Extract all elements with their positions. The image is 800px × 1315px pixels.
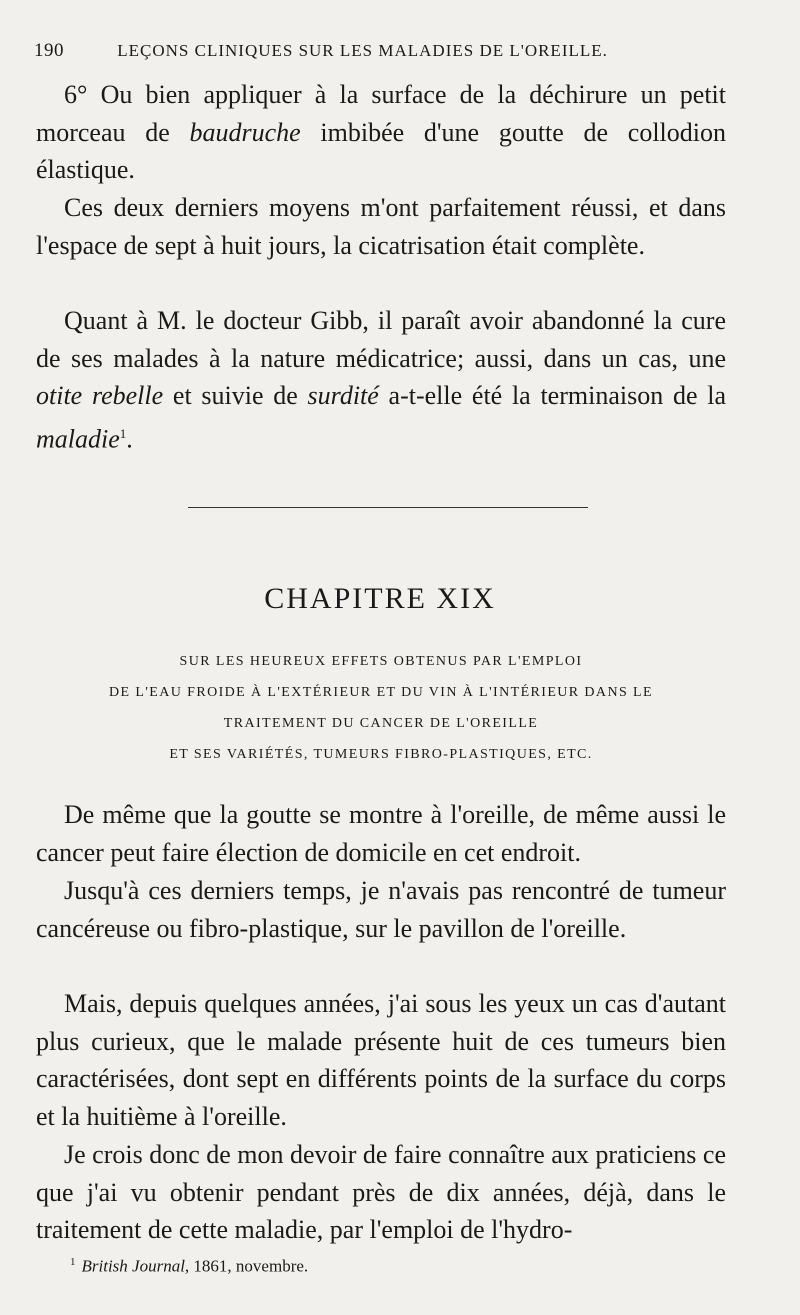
chapter-subtitle-line: TRAITEMENT DU CANCER DE L'OREILLE xyxy=(223,716,539,731)
footnote-text: , 1861, novembre. xyxy=(184,1256,309,1276)
paragraph-devoir: Je crois donc de mon devoir de faire connaître aux praticiens ce que j'ai vu obtenir pendant près de dix années, déjà, dans le traitement de cette maladie, par l'emploi de l'hydro- xyxy=(36,1140,726,1244)
italic-term: baudruche xyxy=(189,117,301,147)
paragraph-gibb: Quant à M. le docteur Gibb, il paraît avoir abandonné la cure de ses malades à la nature médicatrice; aussi, dans un cas, une otite rebelle et suivie de surdité a-t-elle été la terminaison de la maladie$^1$. xyxy=(36,306,726,454)
page-number: 190 xyxy=(34,40,64,61)
footnote-source: British Journal xyxy=(81,1256,185,1276)
footnote xyxy=(70,1256,720,1277)
chapter-title: CHAPITRE XIX xyxy=(264,582,496,615)
chapter-subtitle-line: DE L'EAU FROIDE À L'EXTÉRIEUR ET DU VIN À L'INTÉRIEUR DANS LE xyxy=(109,685,653,700)
italic-term: maladie xyxy=(36,424,120,454)
italic-term: surdité xyxy=(307,381,379,410)
chapter-subtitle-line: SUR LES HEUREUX EFFETS OBTENUS PAR L'EMPLOI xyxy=(179,654,583,669)
italic-term: otite rebelle xyxy=(36,381,164,410)
paragraph-tumeur: Jusqu'à ces derniers temps, je n'avais pas rencontré de tumeur cancéreuse ou fibro-plastique, sur le pavillon de l'oreille. xyxy=(36,876,726,943)
running-title: LEÇONS CLINIQUES SUR LES MALADIES DE L'OREILLE. xyxy=(117,41,608,60)
paragraph-baudruche: 6° Ou bien appliquer à la surface de la déchirure un petit morceau de baudruche imbibée d'une goutte de collodion élastique. xyxy=(36,80,726,184)
chapter-subtitle-line: ET SES VARIÉTÉS, TUMEURS FIBRO-PLASTIQUES, ETC. xyxy=(169,747,593,762)
paragraph-results: Ces deux derniers moyens m'ont parfaitement réussi, et dans l'espace de sept à huit jours, la cicatrisation était complète. xyxy=(36,193,726,260)
section-divider xyxy=(188,507,588,508)
running-head xyxy=(34,40,734,62)
paragraph-cas: Mais, depuis quelques années, j'ai sous les yeux un cas d'autant plus curieux, que le malade présente huit de ces tumeurs bien caractérisées, dont sept en différents points de la surface du corps et la huitième à l'oreille. xyxy=(36,989,726,1131)
paragraph-goutte: De même que la goutte se montre à l'oreille, de même aussi le cancer peut faire élection de domicile en cet endroit. xyxy=(36,800,726,867)
footnote-mark: 1 xyxy=(70,1256,76,1268)
footnote-reference: 1 xyxy=(119,425,127,441)
